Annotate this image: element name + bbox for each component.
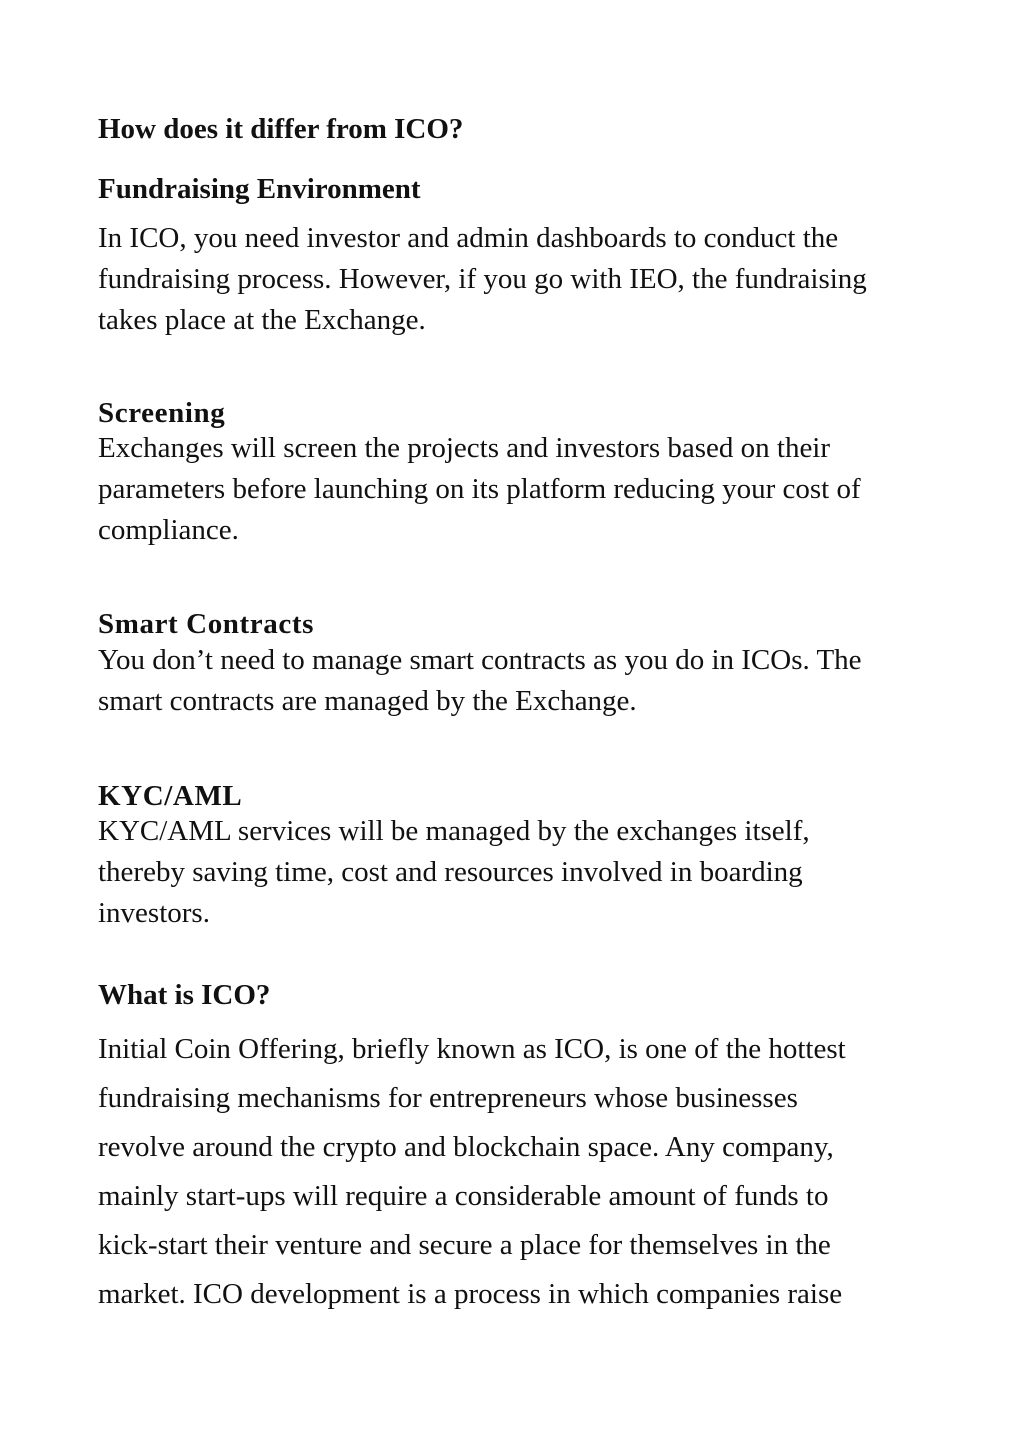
- paragraph-line: compliance.: [98, 514, 239, 546]
- paragraph-line: kick-start their venture and secure a place for themselves in the: [98, 1229, 831, 1261]
- fundraising-paragraph: [98, 218, 958, 341]
- paragraph-line: fundraising process. However, if you go with IEO, the fundraising: [98, 263, 867, 295]
- paragraph-line: mainly start-ups will require a considerable amount of funds to: [98, 1180, 829, 1212]
- paragraph-line: investors.: [98, 897, 210, 929]
- differ-heading: How does it differ from ICO?: [98, 113, 464, 145]
- smart-contracts-heading: Smart Contracts: [98, 608, 314, 640]
- screening-paragraph: [98, 428, 958, 551]
- paragraph-line: In ICO, you need investor and admin dashboards to conduct the: [98, 222, 839, 254]
- paragraph-line: fundraising mechanisms for entrepreneurs whose businesses: [98, 1082, 798, 1114]
- kyc-aml-paragraph: [98, 811, 958, 934]
- paragraph-line: smart contracts are managed by the Exchange.: [98, 685, 637, 717]
- paragraph-line: thereby saving time, cost and resources involved in boarding: [98, 856, 803, 888]
- kyc-aml-heading: KYC/AML: [98, 780, 243, 812]
- paragraph-line: parameters before launching on its platform reducing your cost of: [98, 473, 861, 505]
- paragraph-line: takes place at the Exchange.: [98, 304, 426, 336]
- fundraising-heading: Fundraising Environment: [98, 173, 421, 205]
- what-is-ico-paragraph: [98, 1025, 958, 1319]
- screening-heading: Screening: [98, 397, 226, 429]
- paragraph-line: revolve around the crypto and blockchain space. Any company,: [98, 1131, 834, 1163]
- paragraph-line: Exchanges will screen the projects and investors based on their: [98, 432, 831, 464]
- smart-contracts-paragraph: [98, 640, 958, 722]
- paragraph-line: KYC/AML services will be managed by the exchanges itself,: [98, 815, 810, 847]
- what-is-ico-heading: What is ICO?: [98, 979, 271, 1011]
- paragraph-line: market. ICO development is a process in which companies raise: [98, 1278, 843, 1310]
- paragraph-line: Initial Coin Offering, briefly known as ICO, is one of the hottest: [98, 1033, 846, 1065]
- paragraph-line: You don’t need to manage smart contracts as you do in ICOs. The: [98, 644, 862, 676]
